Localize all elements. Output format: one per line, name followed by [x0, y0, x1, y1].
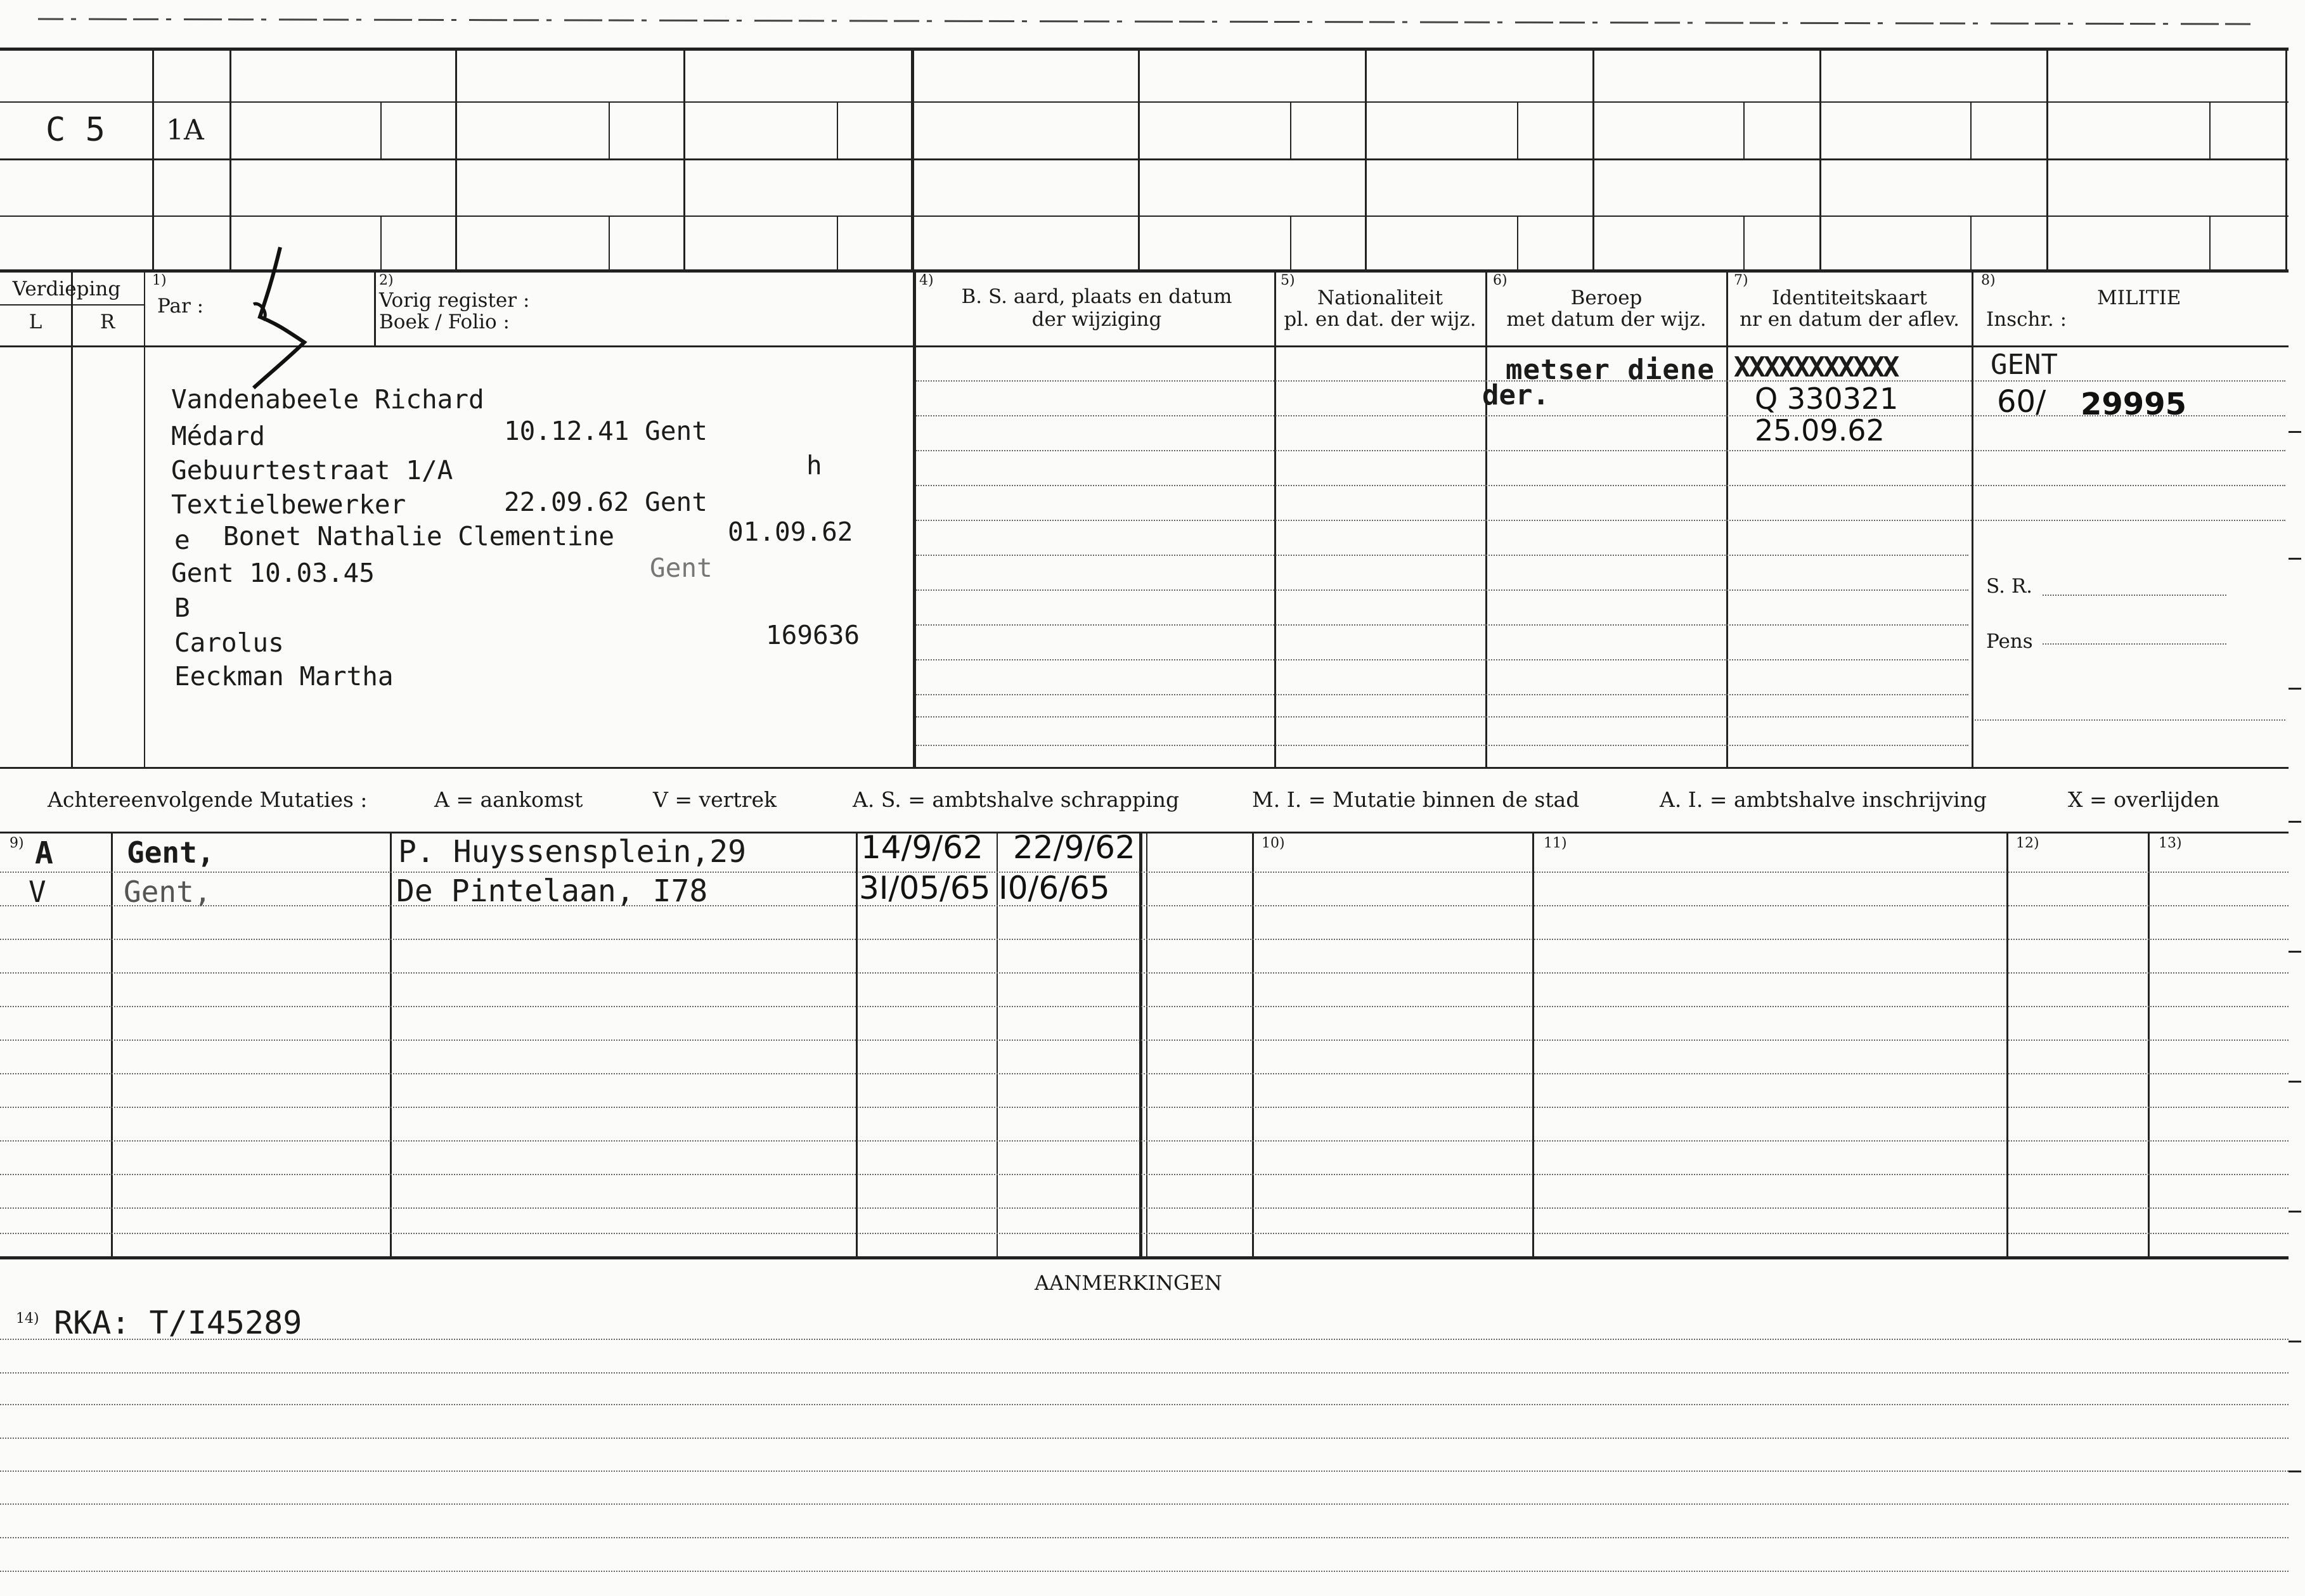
person-line5-e: e	[174, 525, 190, 555]
mutatie-date1: 14/9/62	[861, 829, 983, 866]
scan-noise-strip	[0, 0, 2305, 29]
person-line8-name: Carolus	[174, 627, 284, 658]
legend-x: X = overlijden	[2068, 787, 2220, 812]
idkaart-crossed: XXXXXXXXXXX	[1734, 351, 1898, 383]
col7-line1: Identiteitskaart	[1772, 286, 1927, 309]
militie-title: MILITIE	[2097, 286, 2181, 309]
legend-a: A = aankomst	[434, 787, 583, 812]
col7-line2: nr en datum der aflev.	[1740, 308, 1960, 331]
inschr-label: Inschr. :	[1986, 308, 2067, 331]
militie-place: GENT	[1991, 349, 2058, 381]
col6-line1: Beroep	[1570, 286, 1643, 309]
pens-label: Pens	[1986, 630, 2033, 653]
pen-mark-icon	[241, 241, 317, 393]
legend-title: Achtereenvolgende Mutaties :	[48, 787, 368, 812]
top-code: C 5	[46, 111, 105, 149]
col5-line1: Nationaliteit	[1317, 286, 1443, 309]
vorig-register-label: Vorig register :	[379, 289, 530, 312]
aanmerkingen-title: AANMERKINGEN	[1035, 1271, 1222, 1295]
col7-number: 7)	[1734, 273, 1748, 288]
person-line7: B	[174, 593, 190, 623]
mutatie-place: Gent,	[124, 875, 212, 909]
militie-year: 60/	[1997, 384, 2046, 420]
person-line1: Vandenabeele Richard	[171, 384, 484, 415]
mutatie-place: Gent,	[127, 835, 215, 870]
person-line2-date: 10.12.41 Gent	[504, 416, 707, 446]
person-line6-place: Gent 10.03.45	[171, 558, 375, 588]
col4-line1: B. S. aard, plaats en datum	[961, 285, 1232, 308]
r-label: R	[100, 311, 115, 333]
verdieping-label: Verdieping	[12, 278, 121, 300]
mutatie-date2: 22/9/62	[1013, 829, 1135, 866]
col4-number: 4)	[919, 273, 934, 288]
mutaties-col9-number: 9)	[10, 835, 24, 851]
beroep-line2: der.	[1482, 379, 1549, 411]
person-line9: Eeckman Martha	[174, 661, 394, 692]
aanmerkingen-number: 14)	[16, 1311, 39, 1327]
col6-number: 6)	[1493, 273, 1508, 288]
legend-v: V = vertrek	[653, 787, 777, 812]
col8-number: 8)	[1981, 273, 1996, 288]
par-number: 1)	[152, 273, 167, 288]
person-line5-date: 01.09.62	[728, 517, 853, 547]
person-line5-name: Bonet Nathalie Clementine	[223, 521, 615, 551]
person-line4-job: Textielbewerker	[171, 489, 406, 520]
col6-line2: met datum der wijz.	[1506, 308, 1707, 331]
mutaties-col13-number: 13)	[2159, 835, 2182, 851]
sr-label: S. R.	[1986, 575, 2033, 598]
idkaart-number: Q 330321	[1755, 382, 1899, 416]
mutatie-code: V	[29, 875, 46, 909]
col5-number: 5)	[1281, 273, 1295, 288]
mutatie-address: De Pintelaan, I78	[396, 873, 708, 909]
legend-mi: M. I. = Mutatie binnen de stad	[1252, 787, 1580, 812]
mutaties-col11-number: 11)	[1544, 835, 1567, 851]
col5-line2: pl. en dat. der wijz.	[1284, 308, 1476, 331]
militie-number: 29995	[2081, 387, 2186, 422]
l-label: L	[29, 311, 42, 333]
idkaart-date: 25.09.62	[1755, 413, 1885, 447]
mutatie-code: A	[35, 835, 53, 871]
person-line2-name: Médard	[171, 421, 266, 451]
person-line6-place2: Gent	[650, 553, 713, 583]
mutatie-address: P. Huyssensplein,29	[398, 834, 747, 870]
mutatie-date2: I0/6/65	[998, 870, 1110, 906]
boek-folio-label: Boek / Folio :	[379, 311, 510, 333]
person-line3-h: h	[806, 450, 822, 480]
mutatie-date1: 3I/05/65	[859, 870, 991, 906]
beroep-line1: metser diene	[1506, 354, 1715, 386]
legend-as: A. S. = ambtshalve schrapping	[853, 787, 1180, 812]
person-line3-address: Gebuurtestraat 1/A	[171, 455, 453, 486]
par-label: Par :	[157, 295, 204, 318]
mutaties-col12-number: 12)	[2016, 835, 2039, 851]
person-line4-date: 22.09.62 Gent	[504, 487, 707, 517]
vorig-number: 2)	[379, 273, 394, 288]
mutaties-col10-number: 10)	[1262, 835, 1285, 851]
aanmerkingen-text: RKA: T/I45289	[54, 1304, 302, 1341]
top-sub-code: 1A	[166, 114, 204, 146]
legend-ai: A. I. = ambtshalve inschrijving	[1660, 787, 1987, 812]
col4-line2: der wijziging	[1031, 308, 1162, 331]
person-line8-number: 169636	[766, 620, 860, 650]
